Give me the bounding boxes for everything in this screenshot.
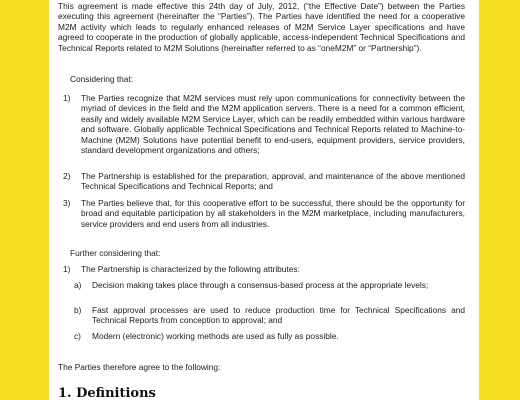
- agree-paragraph: The Parties therefore agree to the following:: [58, 362, 221, 372]
- sub-list-letter: c): [74, 331, 81, 341]
- list-item-text: The Parties recognize that M2M services must rely upon communications for connectivity between the myriad of devices in the field and the M2M application servers. There is a need for a common efficient, easily and widely available M2M Service Layer, which can be readily embedded within various hardware and software. Globally applicable Technical Specifications and Technical Reports related to Machine-to-Machine (M2M) Solutions have potential benefit to end-users, equipment providers, service providers, standard development organizations and others;: [81, 93, 466, 156]
- further-heading: Further considering that:: [70, 248, 161, 258]
- list-item: [63, 264, 465, 274]
- list-item-text: The Parties believe that, for this cooperative effort to be successful, there should be the opportunity for broad and equitable participation by all stakeholders in the M2M marketplace, including manufacturers, service providers and end users from all industries.: [81, 198, 465, 229]
- intro-paragraph: This agreement is made effective this 24th day of July, 2012, (“the Effective Date”) between the Parties executing this agreement (hereinafter the “Parties”). The Parties have identified the need for a cooperative M2M activity which leads to regularly enhanced releases of M2M Service Layer specifications and have agreed to cooperate in the production of globally applicable, access-independent Technical Specifications and Technical Reports related to M2M Solutions (hereinafter referred to as “oneM2M” or “Partnership”).: [58, 1, 465, 53]
- sub-list-item: [74, 305, 465, 326]
- list-number: 1): [63, 264, 71, 274]
- sub-list-item-text: Fast approval processes are used to reduce production time for Technical Specifications and Technical Reports from conception to approval; and: [92, 305, 465, 326]
- sub-list-letter: b): [74, 305, 82, 315]
- sub-list-item: [74, 331, 465, 341]
- sub-list-letter: a): [74, 280, 82, 290]
- list-item: [63, 198, 465, 229]
- list-number: 3): [63, 198, 71, 208]
- section-heading: 1. Definitions: [58, 386, 156, 400]
- sub-list-item-text: Decision making takes place through a consensus-based process at the appropriate levels;: [92, 280, 429, 290]
- sub-list-item-text: Modern (electronic) working methods are used as fully as possible.: [92, 331, 339, 341]
- list-number: 1): [63, 93, 71, 103]
- list-item: [63, 93, 465, 155]
- document-page: [49, 0, 479, 400]
- sub-list-item: [74, 280, 465, 290]
- list-item-text: The Partnership is established for the preparation, approval, and maintenance of the above mentioned Technical Specifications and Technical Reports; and: [81, 171, 465, 192]
- list-item-text: The Partnership is characterized by the following attributes:: [81, 264, 300, 274]
- considering-heading: Considering that:: [70, 74, 134, 84]
- list-number: 2): [63, 171, 71, 181]
- list-item: [63, 171, 465, 192]
